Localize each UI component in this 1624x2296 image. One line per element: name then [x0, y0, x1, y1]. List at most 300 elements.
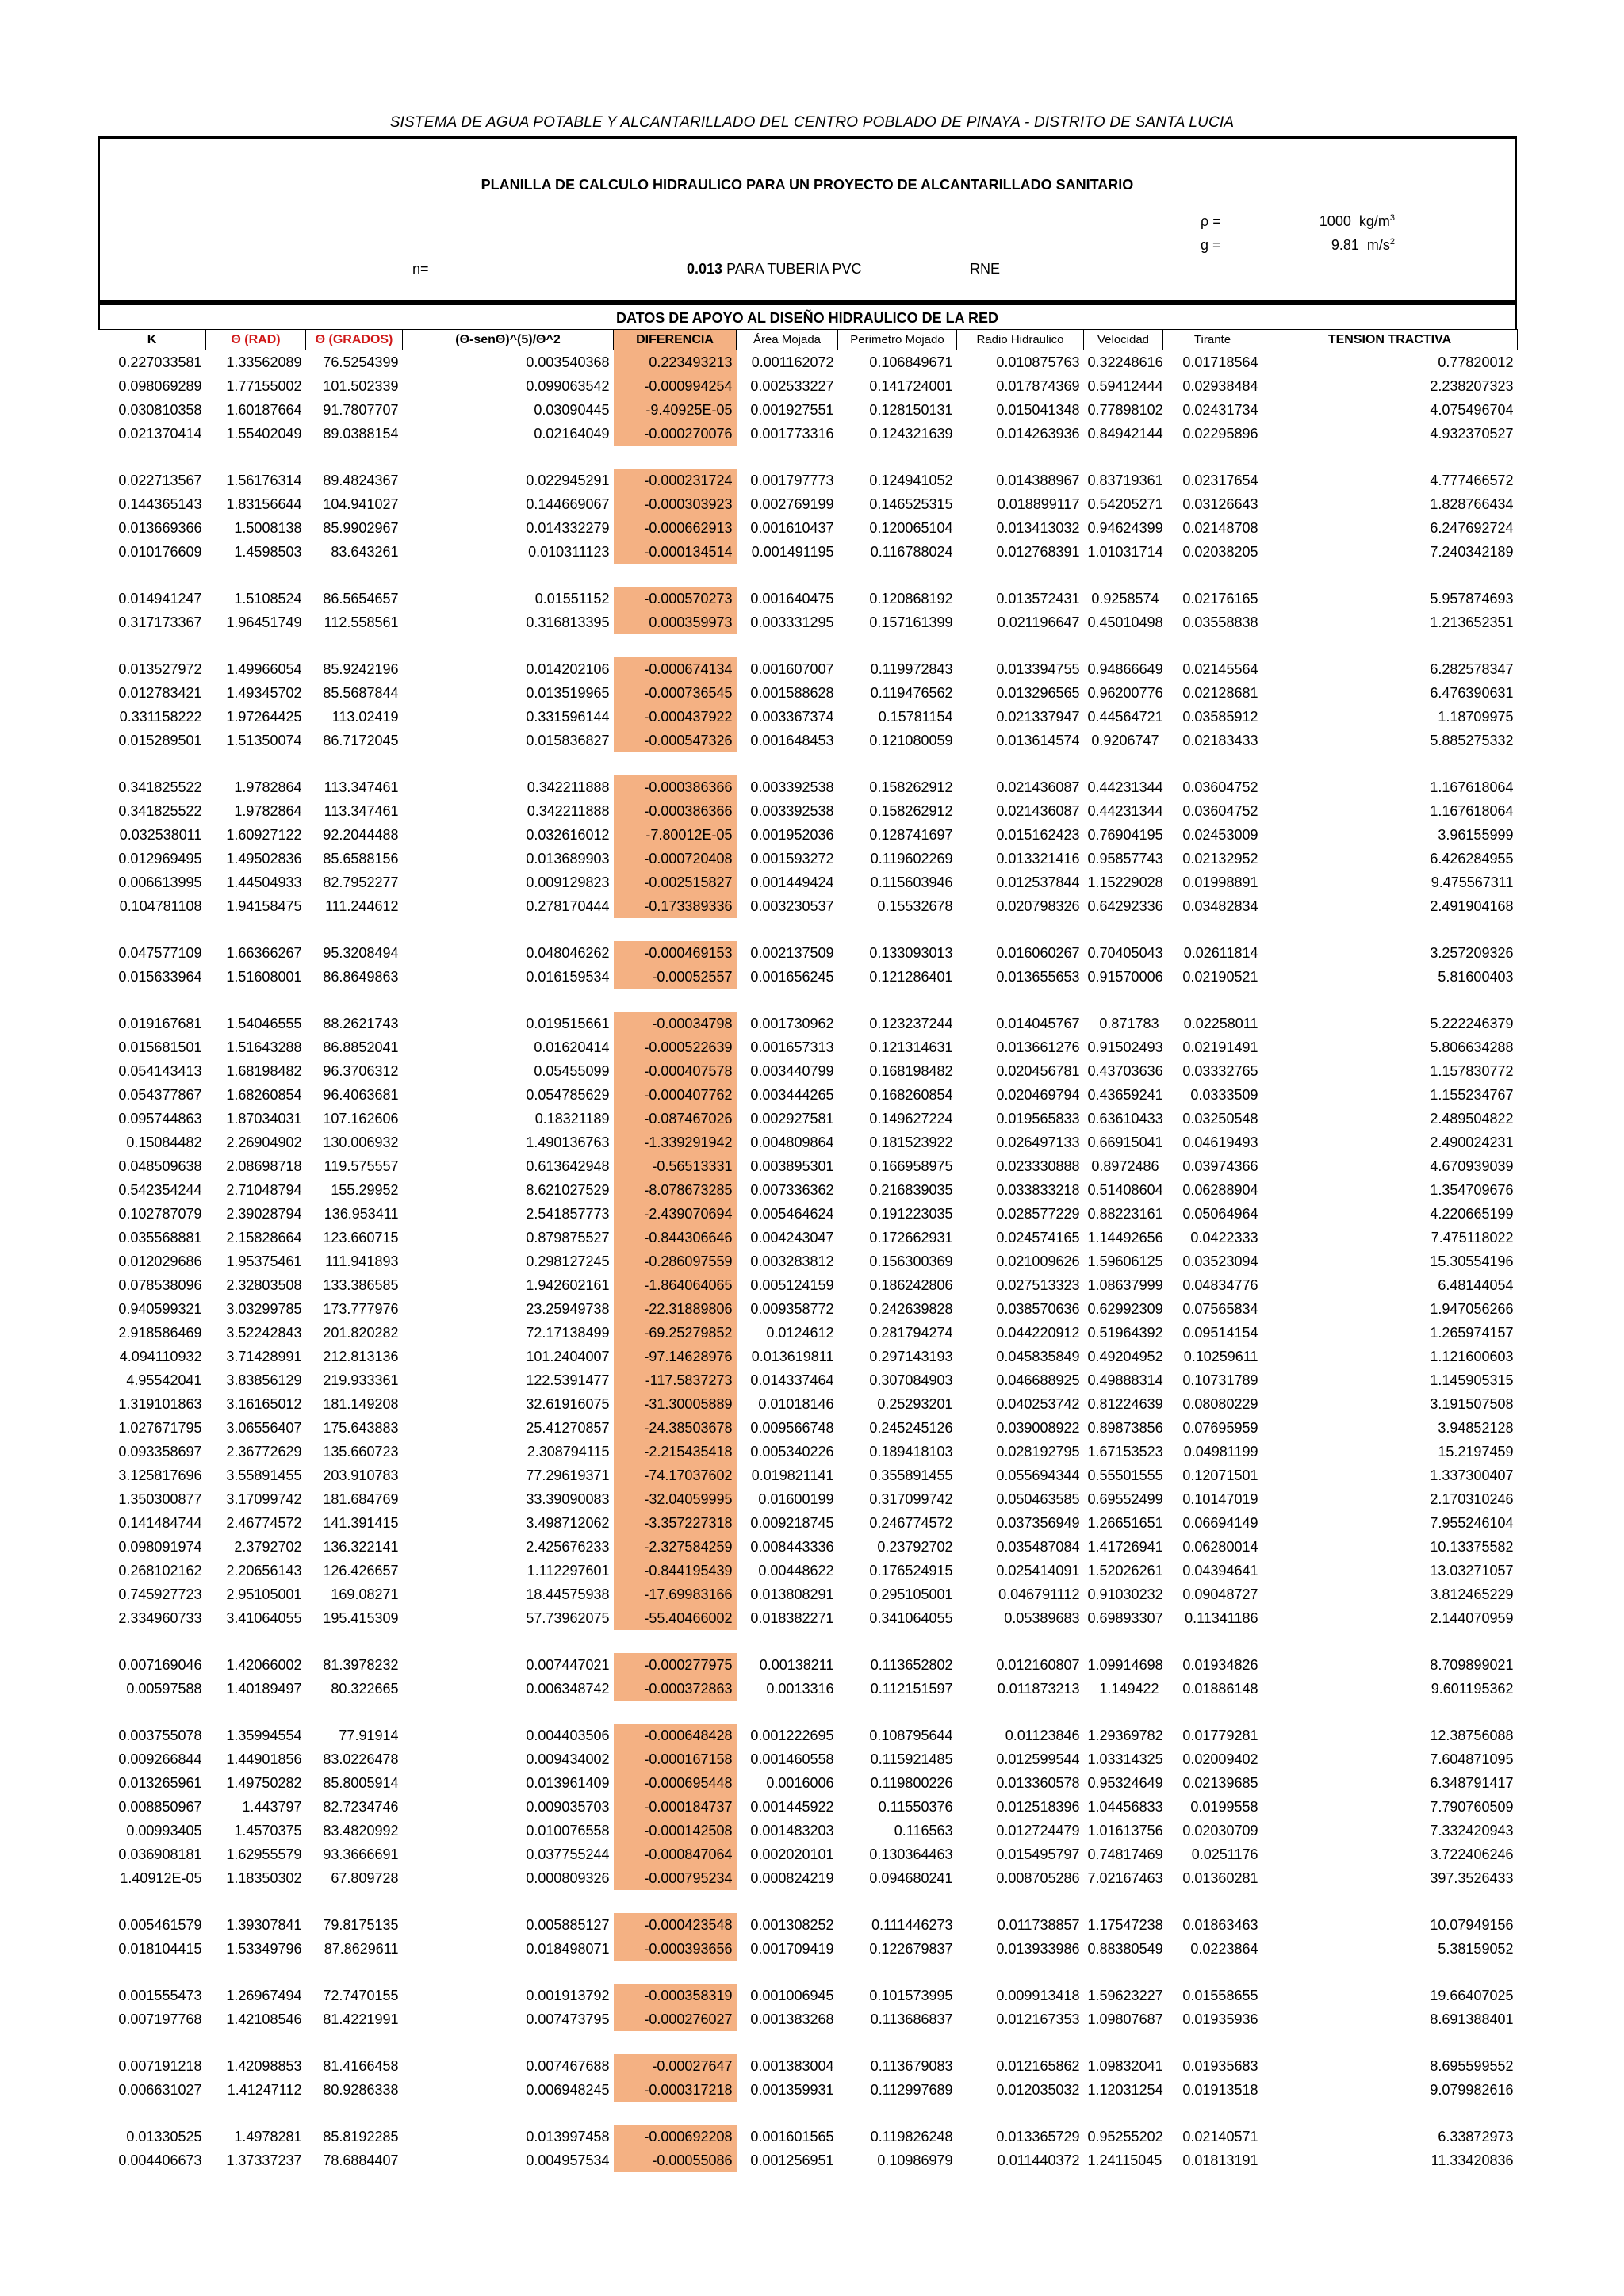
- table-cell: 0.44564721: [1087, 708, 1163, 725]
- table-cell: -0.00034798: [614, 1012, 737, 1035]
- table-cell: 0.095744863: [118, 1110, 202, 1127]
- group-spacer: [98, 1890, 1518, 1913]
- table-cell: 0.01935683: [1182, 2057, 1258, 2074]
- col-tirante: Tirante: [1163, 330, 1262, 350]
- table-cell: 130.006932: [323, 1134, 399, 1150]
- table-cell: -0.000994254: [614, 374, 737, 398]
- table-cell: 0.158262912: [869, 779, 953, 795]
- table-cell: 0.342211888: [527, 802, 610, 819]
- table-cell: 2.71048794: [226, 1181, 302, 1198]
- table-cell: 1.29369782: [1087, 1727, 1163, 1743]
- table-cell: 0.25293201: [877, 1395, 953, 1412]
- table-cell: 0.0223864: [1190, 1940, 1258, 1957]
- table-cell: 83.643261: [331, 543, 399, 560]
- table-cell: 1.155234767: [1430, 1086, 1514, 1103]
- table-cell: 1.265974157: [1430, 1324, 1514, 1341]
- table-body: [98, 350, 1518, 2173]
- table-cell: 0.054377867: [118, 1086, 202, 1103]
- table-cell: 0.021370414: [118, 425, 202, 442]
- table-cell: 123.660715: [323, 1229, 399, 1246]
- table-cell: 0.014388967: [996, 472, 1080, 488]
- table-cell: 0.03090445: [534, 401, 610, 418]
- table-cell: 1.95375461: [226, 1253, 302, 1269]
- table-cell: 95.3208494: [323, 944, 399, 961]
- table-cell: 18.44575938: [526, 1586, 610, 1602]
- table-cell: 2.144070959: [1430, 1609, 1514, 1626]
- table-cell: 0.02183433: [1182, 732, 1258, 748]
- table-cell: 0.02128681: [1182, 684, 1258, 701]
- table-cell: 0.022713567: [118, 472, 202, 488]
- table-cell: 0.035568881: [118, 1229, 202, 1246]
- table-cell: 0.89873856: [1087, 1419, 1163, 1436]
- table-cell: 82.7234746: [323, 1798, 399, 1815]
- table-cell: 0.91502493: [1087, 1039, 1163, 1055]
- group-spacer: [98, 1630, 1518, 1653]
- table-cell: 0.23792702: [877, 1538, 953, 1555]
- table-cell: 0.119800226: [870, 1774, 953, 1791]
- table-cell: 0.013527972: [118, 660, 202, 677]
- table-cell: 0.120868192: [869, 590, 953, 607]
- table-cell: 1.35994554: [226, 1727, 302, 1743]
- table-cell: 86.7172045: [323, 732, 399, 748]
- table-cell: 0.002020101: [750, 1846, 834, 1862]
- table-cell: 10.13375582: [1430, 1538, 1514, 1555]
- table-cell: 155.29952: [331, 1181, 399, 1198]
- table-cell: 0.45010498: [1087, 614, 1163, 630]
- table-cell: 0.77898102: [1087, 401, 1163, 418]
- table-row: [98, 871, 1518, 894]
- table-cell: 0.01863463: [1182, 1916, 1258, 1933]
- table-cell: 0.10259611: [1183, 1348, 1258, 1364]
- table-cell: 0.001607007: [750, 660, 834, 677]
- table-cell: 1.37337237: [226, 2152, 302, 2168]
- table-cell: 1.354709676: [1430, 1181, 1514, 1198]
- table-cell: -0.000648428: [614, 1724, 737, 1747]
- table-cell: 0.004403506: [526, 1727, 610, 1743]
- spacer-cell: [98, 1890, 1518, 1913]
- table-cell: 0.124321639: [869, 425, 953, 442]
- table-cell: 1.41247112: [227, 2081, 302, 2098]
- table-cell: 1.17547238: [1087, 1916, 1163, 1933]
- table-cell: 175.643883: [323, 1419, 399, 1436]
- table-cell: 0.745927723: [118, 1586, 202, 1602]
- table-cell: 0.15781154: [878, 708, 953, 725]
- table-cell: 0.02164049: [534, 425, 610, 442]
- table-cell: 0.002927581: [750, 1110, 834, 1127]
- table-cell: 0.116788024: [870, 543, 953, 560]
- table-cell: 0.181523922: [869, 1134, 953, 1150]
- table-row: [98, 1511, 1518, 1535]
- table-cell: 0.278170444: [526, 897, 610, 914]
- table-cell: 6.348791417: [1430, 1774, 1514, 1791]
- table-cell: 1.08637999: [1087, 1276, 1163, 1293]
- table-cell: 0.012783421: [118, 684, 202, 701]
- table-cell: 0.128741697: [869, 826, 953, 843]
- table-cell: 9.079982616: [1430, 2081, 1514, 2098]
- table-row: [98, 965, 1518, 989]
- table-cell: 1.54046555: [226, 1015, 302, 1031]
- table-cell: 0.011738857: [997, 1916, 1080, 1933]
- table-cell: 0.005461579: [118, 1916, 202, 1933]
- table-cell: 1.51350074: [226, 732, 302, 748]
- table-row: [98, 1747, 1518, 1771]
- hydraulic-table: [98, 303, 1517, 2172]
- table-cell: 1.60187664: [226, 401, 302, 418]
- table-cell: 0.001491195: [751, 543, 834, 560]
- table-cell: 0.94624399: [1087, 519, 1163, 536]
- table-cell: 1.15229028: [1087, 874, 1163, 890]
- table-cell: -17.69983166: [614, 1582, 737, 1606]
- table-cell: 0.49204952: [1087, 1348, 1163, 1364]
- table-cell: 6.48144054: [1438, 1276, 1514, 1293]
- table-cell: 1.41726941: [1087, 1538, 1163, 1555]
- table-cell: 0.02190521: [1182, 968, 1258, 985]
- table-cell: 0.011440372: [997, 2152, 1080, 2168]
- table-cell: 0.307084903: [869, 1372, 953, 1388]
- table-cell: 82.7952277: [323, 874, 399, 890]
- table-cell: 77.29619371: [526, 1467, 610, 1483]
- table-cell: 101.502339: [323, 377, 399, 394]
- table-cell: 96.4063681: [323, 1086, 399, 1103]
- table-cell: 0.01551152: [534, 590, 610, 607]
- table-cell: -0.000134514: [614, 540, 737, 564]
- table-row: [98, 1297, 1518, 1321]
- table-cell: 181.149208: [323, 1395, 399, 1412]
- table-row: [98, 681, 1518, 705]
- col-theta-deg: Θ (GRADOS): [306, 330, 403, 350]
- table-cell: 1.40189497: [226, 1680, 302, 1697]
- spacer-cell: [98, 752, 1518, 775]
- table-cell: 0.542354244: [118, 1181, 202, 1198]
- table-cell: 1.42098853: [226, 2057, 302, 2074]
- table-cell: 0.013655653: [996, 968, 1080, 985]
- n-coefficient: [687, 261, 861, 277]
- table-cell: 111.244612: [325, 897, 399, 914]
- table-cell: 0.003895301: [750, 1158, 834, 1174]
- table-cell: -0.286097559: [614, 1249, 737, 1273]
- table-cell: 0.03332765: [1182, 1062, 1258, 1079]
- table-cell: 0.002533227: [750, 377, 834, 394]
- table-cell: 0.01360281: [1182, 1869, 1258, 1886]
- table-cell: 0.012035032: [996, 2081, 1080, 2098]
- table-cell: 0.023330888: [996, 1158, 1080, 1174]
- table-cell: 0.012537844: [996, 874, 1080, 890]
- table-cell: 0.015633964: [118, 968, 202, 985]
- table-cell: 81.4221991: [323, 2011, 399, 2027]
- table-cell: 0.013413032: [996, 519, 1080, 536]
- table-cell: 77.91914: [339, 1727, 399, 1743]
- group-spacer: [98, 2102, 1518, 2125]
- table-cell: 1.4598503: [234, 543, 302, 560]
- table-cell: 1.56176314: [226, 472, 302, 488]
- table-cell: -2.327584259: [614, 1535, 737, 1559]
- table-cell: -117.5837273: [614, 1368, 737, 1392]
- table-cell: 0.03250548: [1182, 1110, 1258, 1127]
- table-cell: 0.015681501: [118, 1039, 202, 1055]
- table-cell: 12.38756088: [1430, 1727, 1514, 1743]
- table-cell: 0.01913518: [1182, 2081, 1258, 2098]
- table-row: [98, 894, 1518, 918]
- table-cell: 0.43703636: [1087, 1062, 1163, 1079]
- table-cell: 0.8972486: [1091, 1158, 1159, 1174]
- table-cell: -0.000142508: [614, 1819, 737, 1843]
- table-cell: 0.223493213: [614, 350, 737, 375]
- table-cell: 0.013365729: [996, 2128, 1080, 2145]
- table-cell: 0.09514154: [1182, 1324, 1258, 1341]
- table-cell: 2.20656143: [226, 1562, 302, 1578]
- spacer-cell: [98, 634, 1518, 657]
- table-cell: 0.015162423: [996, 826, 1080, 843]
- table-cell: 6.282578347: [1430, 660, 1514, 677]
- table-cell: -0.000276027: [614, 2007, 737, 2031]
- table-cell: 3.96155999: [1438, 826, 1514, 843]
- table-cell: 0.010076558: [526, 1822, 610, 1839]
- table-cell: 0.245245126: [869, 1419, 953, 1436]
- table-cell: -2.215435418: [614, 1440, 737, 1464]
- table-row: [98, 540, 1518, 564]
- table-cell: 2.3792702: [234, 1538, 302, 1555]
- table-cell: 0.022945291: [526, 472, 610, 488]
- table-cell: 0.102787079: [118, 1205, 202, 1222]
- table-cell: 0.83719361: [1087, 472, 1163, 488]
- table-cell: 3.191507508: [1430, 1395, 1514, 1412]
- table-cell: 0.001555473: [118, 1987, 202, 2003]
- table-cell: 0.121286401: [869, 968, 953, 985]
- table-cell: 3.125817696: [118, 1467, 202, 1483]
- table-cell: 0.004406673: [118, 2152, 202, 2168]
- table-cell: 0.018498071: [526, 1940, 610, 1957]
- table-cell: 1.59623227: [1087, 1987, 1163, 2003]
- table-row: [98, 1035, 1518, 1059]
- table-cell: 0.123237244: [869, 1015, 953, 1031]
- spacer-cell: [98, 1630, 1518, 1653]
- table-cell: 0.012724479: [996, 1822, 1080, 1839]
- table-cell: 0.013619811: [751, 1348, 834, 1364]
- table-cell: 0.00448622: [758, 1562, 834, 1578]
- table-cell: -0.000795234: [614, 1866, 737, 1890]
- table-cell: 0.000809326: [526, 1869, 610, 1886]
- table-cell: 91.7807707: [323, 401, 399, 418]
- table-cell: 0.003392538: [750, 802, 834, 819]
- table-cell: 0.54205271: [1087, 496, 1163, 512]
- table-cell: 0.0016006: [766, 1774, 834, 1791]
- table-cell: 201.820282: [323, 1324, 399, 1341]
- table-cell: 0.341825522: [118, 779, 202, 795]
- table-cell: 0.004243047: [750, 1229, 834, 1246]
- table-cell: -0.000317218: [614, 2078, 737, 2102]
- table-cell: 1.18709975: [1438, 708, 1514, 725]
- table-cell: 0.024574165: [996, 1229, 1080, 1246]
- table-cell: 1.9782864: [234, 779, 302, 795]
- table-cell: 0.013572431: [996, 590, 1080, 607]
- table-cell: -0.000570273: [614, 587, 737, 610]
- table-cell: 1.87034031: [226, 1110, 302, 1127]
- table-cell: 1.94158475: [226, 897, 302, 914]
- table-cell: 0.0422333: [1190, 1229, 1258, 1246]
- table-cell: 0.121080059: [869, 732, 953, 748]
- table-cell: 0.115921485: [870, 1751, 953, 1767]
- table-cell: 0.03482834: [1182, 897, 1258, 914]
- table-cell: 0.013669366: [118, 519, 202, 536]
- table-cell: 0.03126643: [1182, 496, 1258, 512]
- table-cell: 19.66407025: [1430, 1987, 1514, 2003]
- table-cell: 0.036908181: [118, 1846, 202, 1862]
- table-cell: 0.013360578: [996, 1774, 1080, 1791]
- table-cell: 0.007467688: [526, 2057, 610, 2074]
- table-cell: 0.054785629: [526, 1086, 610, 1103]
- table-cell: 0.001006945: [750, 1987, 834, 2003]
- table-cell: 0.341064055: [869, 1609, 953, 1626]
- table-cell: -0.00055086: [614, 2149, 737, 2172]
- table-cell: 3.71428991: [226, 1348, 302, 1364]
- table-cell: 7.240342189: [1430, 543, 1514, 560]
- table-row: [98, 2078, 1518, 2102]
- table-cell: 4.932370527: [1430, 425, 1514, 442]
- table-cell: 0.613642948: [526, 1158, 610, 1174]
- table-cell: 3.41064055: [226, 1609, 302, 1626]
- table-row: [98, 1392, 1518, 1416]
- table-cell: 2.541857773: [526, 1205, 610, 1222]
- table-cell: 0.07695959: [1182, 1419, 1258, 1436]
- table-cell: 0.0013316: [766, 1680, 834, 1697]
- table-cell: 83.4820992: [323, 1822, 399, 1839]
- table-cell: 25.41270857: [526, 1419, 610, 1436]
- table-cell: 0.91570006: [1087, 968, 1163, 985]
- table-cell: 0.96200776: [1087, 684, 1163, 701]
- table-cell: 0.001773316: [750, 425, 834, 442]
- table-cell: 81.4166458: [323, 2057, 399, 2074]
- table-cell: 0.81224639: [1087, 1395, 1163, 1412]
- table-cell: 0.007447021: [526, 1656, 610, 1673]
- table-cell: 2.46774572: [226, 1514, 302, 1531]
- table-cell: 0.04619493: [1182, 1134, 1258, 1150]
- table-cell: 0.046791112: [998, 1586, 1080, 1602]
- table-cell: 1.149422: [1099, 1680, 1159, 1697]
- table-cell: 1.167618064: [1430, 779, 1514, 795]
- table-cell: 0.00138211: [759, 1656, 834, 1673]
- group-spacer: [98, 564, 1518, 587]
- table-cell: 0.006613995: [118, 874, 202, 890]
- table-cell: 0.010176609: [118, 543, 202, 560]
- table-cell: 2.26904902: [226, 1134, 302, 1150]
- table-cell: 0.03604752: [1182, 802, 1258, 819]
- table-cell: 0.02295896: [1182, 425, 1258, 442]
- table-cell: 0.006631027: [118, 2081, 202, 2098]
- table-cell: 6.476390631: [1430, 684, 1514, 701]
- table-cell: -8.078673285: [614, 1178, 737, 1202]
- table-cell: 1.5008138: [234, 519, 302, 536]
- table-cell: -22.31889806: [614, 1297, 737, 1321]
- table-cell: 10.07949156: [1430, 1916, 1514, 1933]
- table-cell: 0.001162072: [751, 354, 834, 370]
- table-cell: 0.016159534: [526, 968, 610, 985]
- table-cell: 0.01558655: [1182, 1987, 1258, 2003]
- table-cell: 0.04394641: [1182, 1562, 1258, 1578]
- table-cell: 2.918586469: [118, 1324, 202, 1341]
- table-cell: 0.001640475: [750, 590, 834, 607]
- table-cell: 0.020798326: [996, 897, 1080, 914]
- rho-label: ρ =: [1201, 213, 1221, 229]
- table-cell: 0.013296565: [996, 684, 1080, 701]
- table-cell: 1.40912E-05: [120, 1869, 202, 1886]
- table-cell: 0.020456781: [996, 1062, 1080, 1079]
- spacer-cell: [98, 2031, 1518, 2054]
- table-cell: -24.38503678: [614, 1416, 737, 1440]
- table-cell: 0.003230537: [750, 897, 834, 914]
- table-cell: 0.15532678: [877, 897, 953, 914]
- table-cell: -0.844306646: [614, 1226, 737, 1249]
- table-cell: 6.247692724: [1430, 519, 1514, 536]
- table-cell: 6.426284955: [1430, 850, 1514, 867]
- table-cell: -31.30005889: [614, 1392, 737, 1416]
- table-cell: 0.59412444: [1087, 377, 1163, 394]
- spacer-cell: [98, 564, 1518, 587]
- table-cell: 1.24115045: [1087, 2152, 1162, 2168]
- table-cell: 8.709899021: [1430, 1656, 1514, 1673]
- table-cell: 85.8005914: [323, 1774, 399, 1791]
- table-cell: 0.008850967: [118, 1798, 202, 1815]
- table-cell: 0.05389683: [1004, 1609, 1080, 1626]
- table-cell: 0.108795644: [869, 1727, 953, 1743]
- table-cell: 0.133093013: [869, 944, 953, 961]
- table-cell: 0.028192795: [996, 1443, 1080, 1460]
- table-cell: 1.18350302: [226, 1869, 302, 1886]
- table-cell: 3.55891455: [226, 1467, 302, 1483]
- table-cell: 0.037755244: [526, 1846, 610, 1862]
- table-cell: 0.04834776: [1182, 1276, 1258, 1293]
- group-spacer: [98, 1701, 1518, 1724]
- table-cell: 0.001657313: [750, 1039, 834, 1055]
- table-cell: 1.39307841: [226, 1916, 302, 1933]
- table-cell: 0.11550376: [878, 1798, 953, 1815]
- table-cell: 87.8629611: [324, 1940, 399, 1957]
- table-cell: 1.68260854: [226, 1086, 302, 1103]
- table-row: [98, 1416, 1518, 1440]
- table-cell: 203.910783: [323, 1467, 399, 1483]
- table-cell: -0.000847064: [614, 1843, 737, 1866]
- table-cell: 2.238207323: [1430, 377, 1514, 394]
- table-cell: 0.113652802: [870, 1656, 953, 1673]
- table-cell: 0.038570636: [996, 1300, 1080, 1317]
- table-cell: 0.871783: [1099, 1015, 1159, 1031]
- table-cell: 33.39090083: [526, 1490, 610, 1507]
- table-cell: 72.17138499: [526, 1324, 610, 1341]
- table-row: [98, 1771, 1518, 1795]
- table-cell: 0.01934826: [1182, 1656, 1258, 1673]
- table-cell: 0.012768391: [996, 543, 1080, 560]
- table-cell: 0.012969495: [118, 850, 202, 867]
- table-cell: 0.15084482: [126, 1134, 202, 1150]
- table-cell: -0.000167158: [614, 1747, 737, 1771]
- table-cell: 0.030810358: [118, 401, 202, 418]
- table-cell: 23.25949738: [526, 1300, 610, 1317]
- table-cell: 0.013394755: [996, 660, 1080, 677]
- table-cell: 3.17099742: [226, 1490, 302, 1507]
- table-cell: 9.601195362: [1431, 1680, 1514, 1697]
- table-cell: 0.01779281: [1182, 1727, 1258, 1743]
- g-constant: [1201, 237, 1395, 254]
- table-cell: 0.01123846: [1005, 1727, 1080, 1743]
- table-cell: 3.06556407: [226, 1419, 302, 1436]
- table-cell: 0.003367374: [750, 708, 834, 725]
- table-cell: 0.016060267: [996, 944, 1080, 961]
- table-cell: 0.07565834: [1182, 1300, 1258, 1317]
- table-row: [98, 799, 1518, 823]
- table-cell: 88.2621743: [323, 1015, 399, 1031]
- table-cell: 0.111446273: [871, 1916, 953, 1933]
- table-row: [98, 1059, 1518, 1083]
- table-cell: 0.02431734: [1182, 401, 1258, 418]
